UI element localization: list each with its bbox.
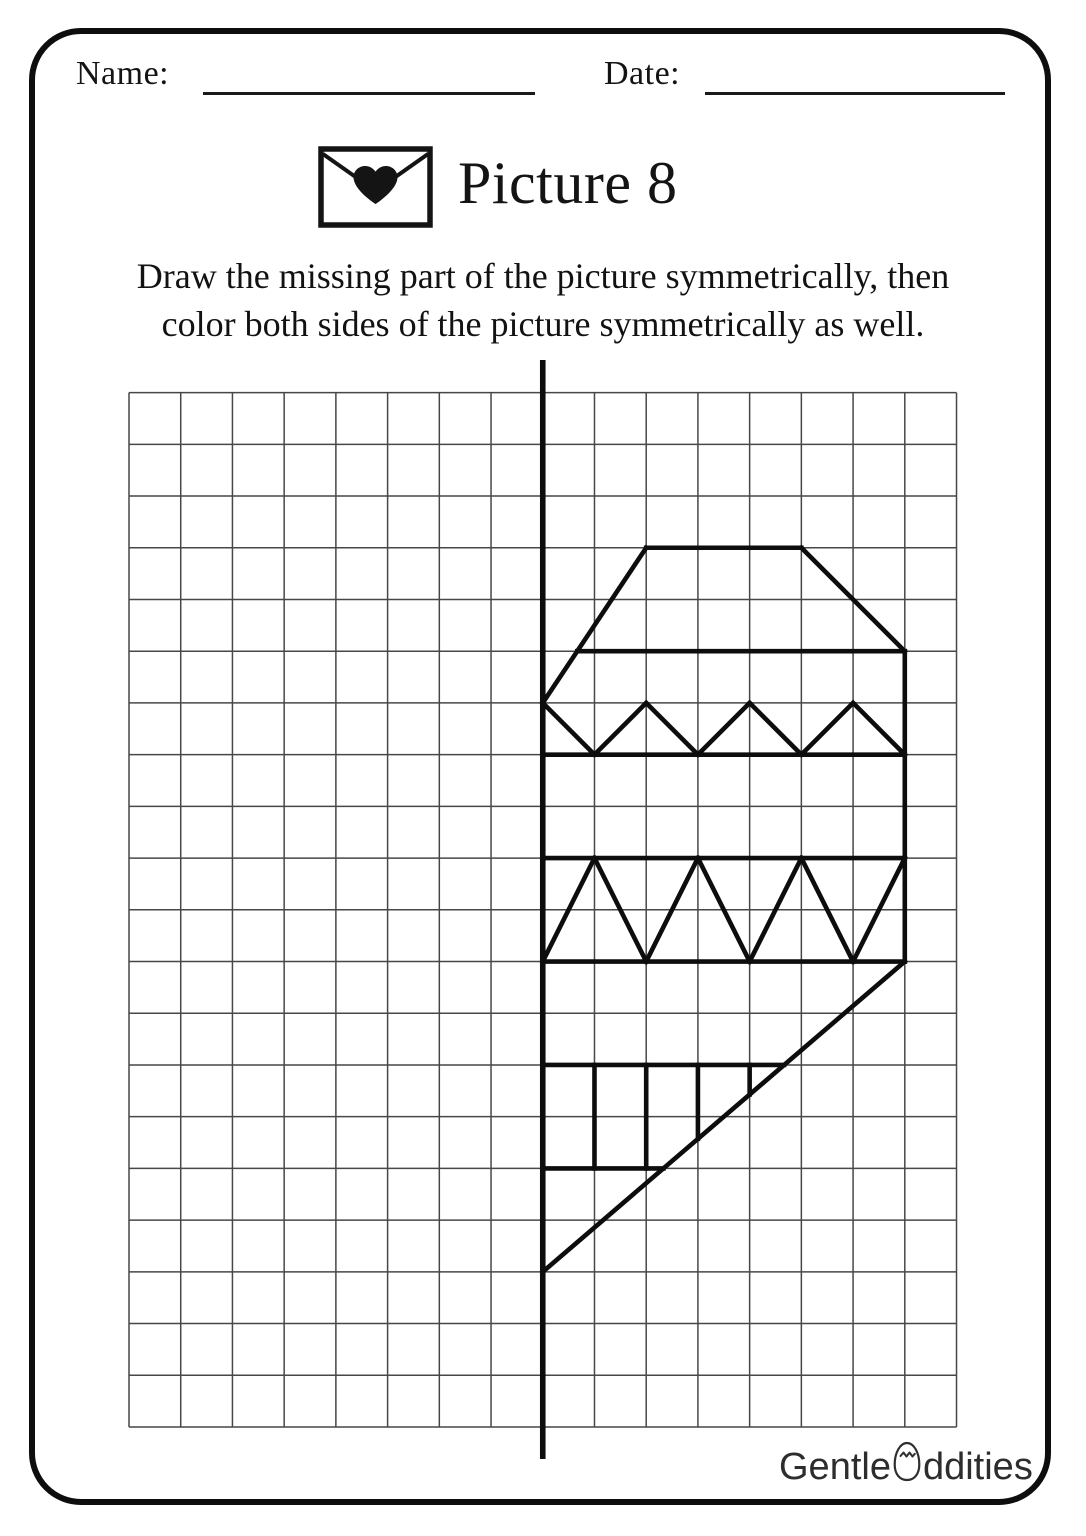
cracked-egg-o-icon bbox=[892, 1441, 922, 1482]
instructions-line-1: Draw the missing part of the picture symmetrically, then bbox=[136, 256, 950, 296]
page-title: Picture 8 bbox=[458, 150, 678, 216]
date-label: Date: bbox=[604, 55, 681, 92]
name-label: Name: bbox=[76, 55, 170, 92]
brand-text-oddities: ddities bbox=[922, 1446, 1033, 1488]
brand-text-gentle: Gentle bbox=[779, 1446, 891, 1488]
instructions-line-2: color both sides of the picture symmetrically as well. bbox=[161, 304, 925, 344]
brand-logo bbox=[779, 1441, 1033, 1487]
